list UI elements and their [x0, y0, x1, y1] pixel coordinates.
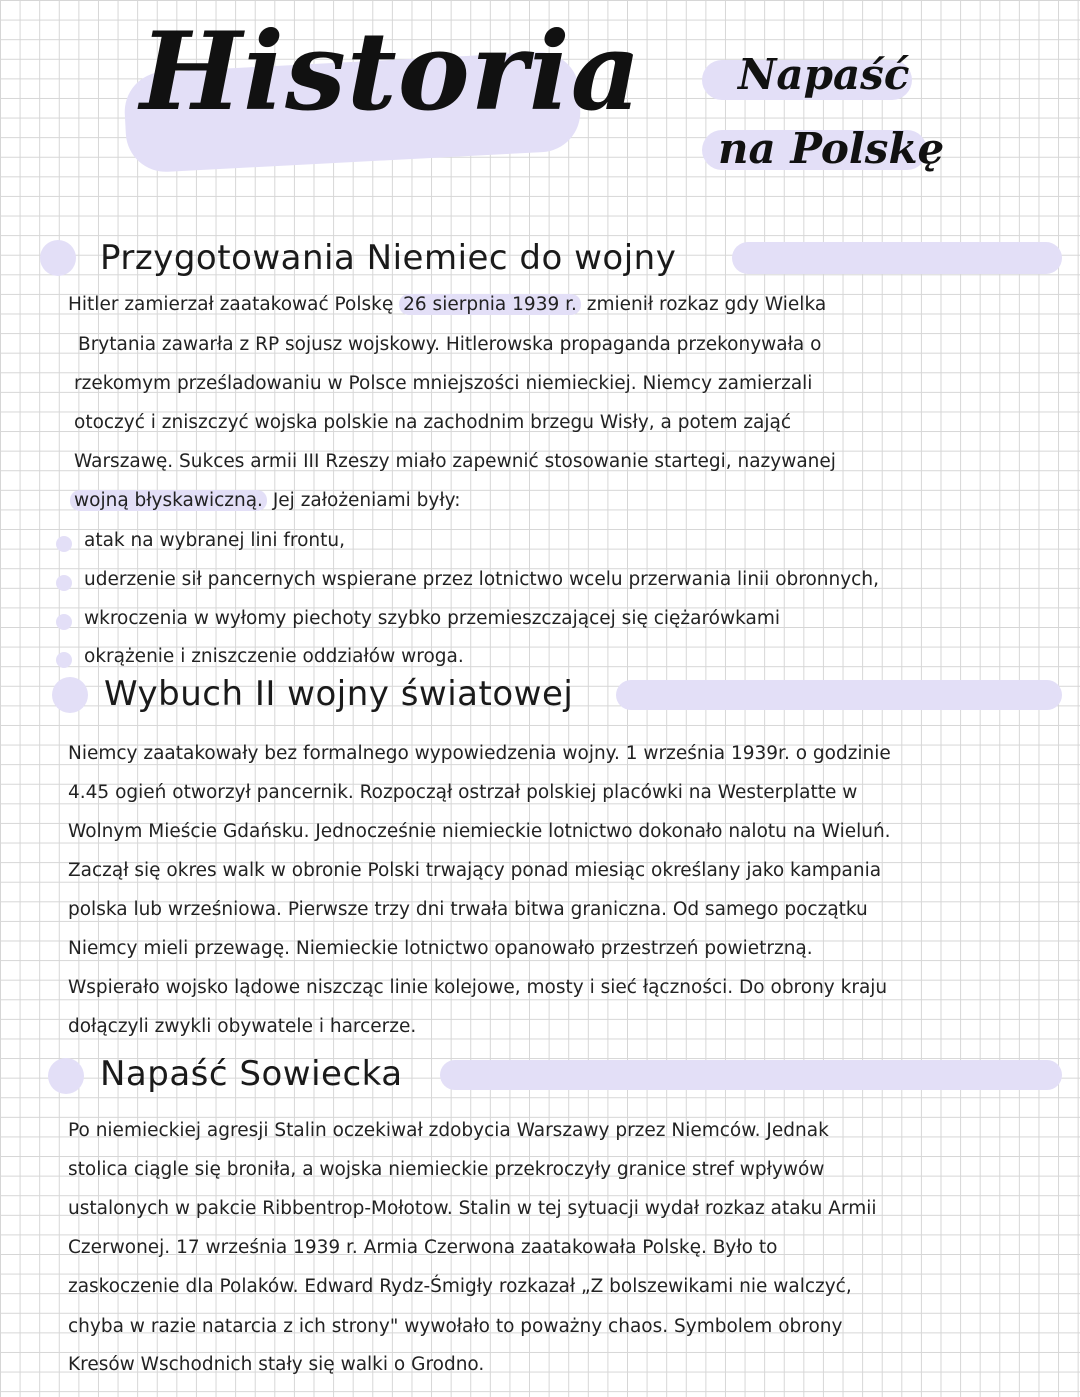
bullet-item: uderzenie sił pancernych wspierane przez lotnictwo wcelu przerwania linii obronnych,: [84, 569, 879, 590]
paragraph-line: zaskoczenie dla Polaków. Edward Rydz-Śmigły rozkazał „Z bolszewikami nie walczyć,: [68, 1276, 852, 1297]
bullet-dot: [56, 614, 72, 630]
section-heading-highlight: [440, 1060, 1062, 1090]
section-dot: [48, 1058, 84, 1094]
section-heading-preparations: Przygotowania Niemiec do wojny: [100, 238, 677, 278]
subtitle-line-2: na Polskę: [718, 124, 945, 173]
paragraph-line: stolica ciągle się broniła, a wojska niemieckie przekroczyły granice stref wpływów: [68, 1159, 825, 1180]
paragraph-line: Warszawę. Sukces armii III Rzeszy miało zapewnić stosowanie startegi, nazywanej: [74, 451, 836, 472]
paragraph-line: 4.45 ogień otworzył pancernik. Rozpoczął ostrzał polskiej placówki na Westerplatte w: [68, 782, 858, 803]
paragraph-line: Brytania zawarła z RP sojusz wojskowy. Hitlerowska propaganda przekonywała o: [78, 334, 822, 355]
section-dot: [40, 240, 76, 276]
paragraph-line: chyba w razie natarcia z ich strony" wywołało to poważny chaos. Symbolem obrony: [68, 1316, 843, 1337]
paragraph-line: dołączyli zwykli obywatele i harcerze.: [68, 1016, 417, 1037]
bullet-dot: [56, 575, 72, 591]
blitzkrieg-highlight: wojną błyskawiczną.: [70, 490, 267, 511]
bullet-item: atak na wybranej lini frontu,: [84, 530, 345, 551]
paragraph-line: polska lub wrześniowa. Pierwsze trzy dni trwała bitwa graniczna. Od samego początku: [68, 899, 868, 920]
paragraph-line: Wolnym Mieście Gdańsku. Jednocześnie niemieckie lotnictwo dokonało nalotu na Wieluń.: [68, 821, 891, 842]
paragraph-line: Hitler zamierzał zaatakować Polskę 26 sierpnia 1939 r. zmienił rozkaz gdy Wielka: [68, 294, 827, 315]
bullet-dot: [56, 536, 72, 552]
paragraph-line: wojną błyskawiczną. Jej założeniami były:: [70, 492, 1052, 511]
paragraph-line: Czerwonej. 17 września 1939 r. Armia Czerwona zaatakowała Polskę. Było to: [68, 1237, 778, 1258]
date-highlight: 26 sierpnia 1939 r.: [399, 294, 581, 315]
section-heading-highlight: [616, 680, 1062, 710]
bullet-dot: [56, 652, 72, 668]
bullet-item: wkroczenia w wyłomy piechoty szybko przemieszczającej się ciężarówkami: [84, 608, 780, 629]
page-title: Historia: [140, 9, 642, 135]
section-heading-soviet: Napaść Sowiecka: [100, 1054, 403, 1094]
section-heading-highlight: [732, 242, 1062, 274]
paragraph-line: otoczyć i zniszczyć wojska polskie na zachodnim brzegu Wisły, a potem zająć: [74, 412, 792, 433]
paragraph-line: Niemcy mieli przewagę. Niemieckie lotnictwo opanowało przestrzeń powietrzną.: [68, 938, 813, 959]
subtitle-line-1: Napaść: [738, 50, 910, 99]
paragraph-line: Niemcy zaatakowały bez formalnego wypowiedzenia wojny. 1 września 1939r. o godzinie: [68, 743, 891, 764]
paragraph-line: Po niemieckiej agresji Stalin oczekiwał zdobycia Warszawy przez Niemców. Jednak: [68, 1120, 829, 1141]
section-heading-outbreak: Wybuch II wojny światowej: [104, 674, 574, 714]
paragraph-line: Wspierało wojsko lądowe niszcząc linie kolejowe, mosty i sieć łączności. Do obrony kraju: [68, 977, 888, 998]
bullet-item: okrążenie i zniszczenie oddziałów wroga.: [84, 646, 464, 667]
paragraph-line: rzekomym prześladowaniu w Polsce mniejszości niemieckiej. Niemcy zamierzali: [74, 373, 813, 394]
paragraph-line: Zaczął się okres walk w obronie Polski trwający ponad miesiąc określany jako kampania: [68, 860, 882, 881]
section-dot: [52, 677, 88, 713]
paragraph-line: ustalonych w pakcie Ribbentrop-Mołotow. Stalin w tej sytuacji wydał rozkaz ataku Armii: [68, 1198, 877, 1219]
paragraph-line: Kresów Wschodnich stały się walki o Grodno.: [68, 1354, 485, 1375]
